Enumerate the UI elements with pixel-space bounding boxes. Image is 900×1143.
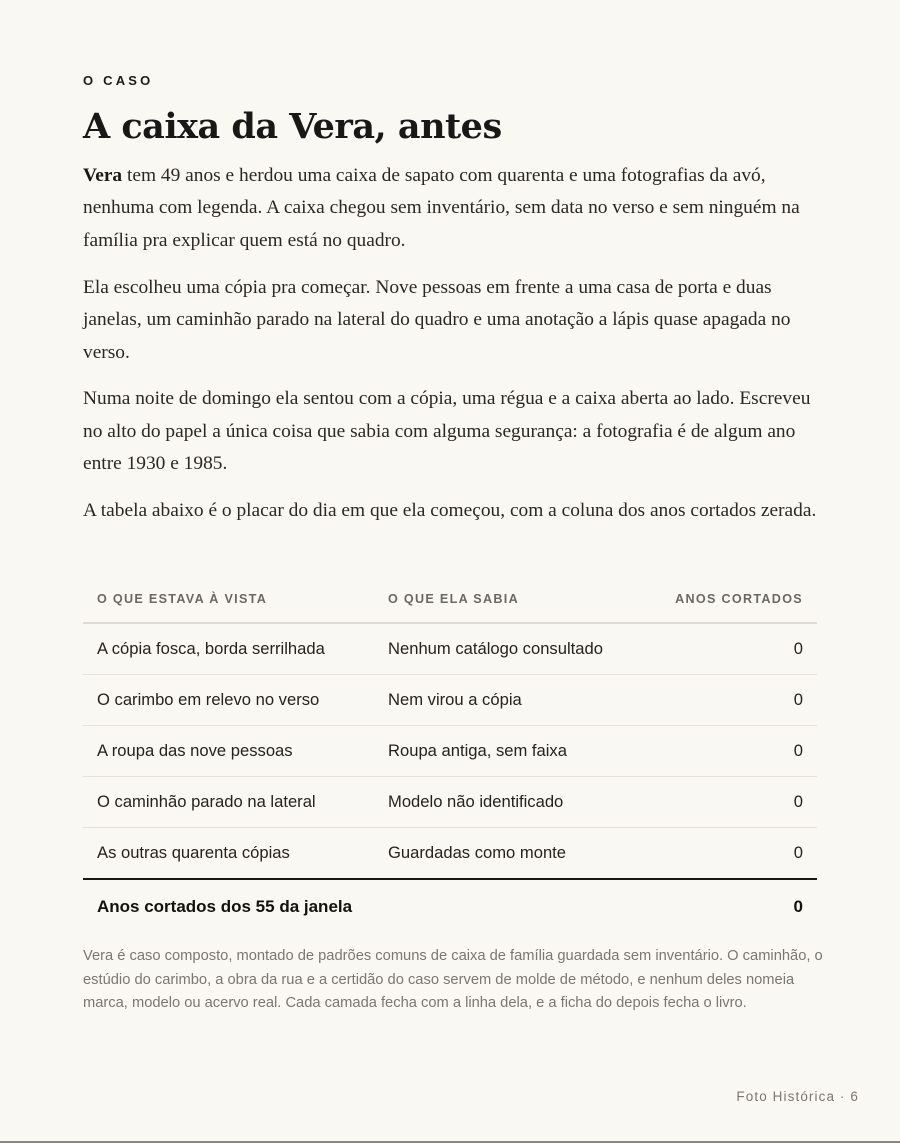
body-text bbox=[83, 160, 823, 542]
cell-known: Nem virou a cópia bbox=[374, 675, 634, 726]
total-value: 0 bbox=[793, 896, 803, 916]
cell-known: Modelo não identificado bbox=[374, 777, 634, 828]
cell-years-cut: 0 bbox=[634, 623, 817, 675]
cell-visible: A cópia fosca, borda serrilhada bbox=[83, 623, 374, 675]
cell-years-cut: 0 bbox=[634, 828, 817, 880]
cell-visible: O caminhão parado na lateral bbox=[83, 777, 374, 828]
column-header-years-cut: ANOS CORTADOS bbox=[634, 576, 817, 623]
section-kicker: O CASO bbox=[83, 73, 154, 88]
paragraph-3: Numa noite de domingo ela sentou com a cópia, uma régua e a caixa aberta ao lado. Escreveu no alto do papel a única coisa que sabia com alguma segurança: a fotografia é de algum ano entre 1930 e 1985. bbox=[83, 388, 811, 475]
page-title: A caixa da Vera, antes bbox=[83, 106, 502, 147]
table-row bbox=[83, 623, 817, 675]
cell-known: Nenhum catálogo consultado bbox=[374, 623, 634, 675]
table-row bbox=[83, 777, 817, 828]
table-row bbox=[83, 828, 817, 880]
paragraph-1 bbox=[83, 160, 823, 257]
method-note: Vera é caso composto, montado de padrões comuns de caixa de família guardada sem inventário. O caminhão, o estúdio do carimbo, a obra da rua e a certidão do caso servem de molde de método, e nenhum deles nomeia marca, modelo ou acervo real. Cada camada fecha com a linha dela, e a ficha do depois fecha o livro. bbox=[83, 948, 823, 1012]
paragraph-lead: Vera bbox=[83, 165, 123, 186]
table-row bbox=[83, 675, 817, 726]
cell-known: Guardadas como monte bbox=[374, 828, 634, 880]
total-label: Anos cortados dos 55 da janela bbox=[97, 896, 353, 916]
column-header-known: O QUE ELA SABIA bbox=[374, 576, 634, 623]
page-footer: Foto Histórica · 6 bbox=[736, 1089, 859, 1104]
cell-visible: O carimbo em relevo no verso bbox=[83, 675, 374, 726]
scoreboard-table bbox=[83, 576, 817, 933]
cell-visible: A roupa das nove pessoas bbox=[83, 726, 374, 777]
cell-years-cut: 0 bbox=[634, 675, 817, 726]
cell-years-cut: 0 bbox=[634, 726, 817, 777]
cell-known: Roupa antiga, sem faixa bbox=[374, 726, 634, 777]
cell-visible: As outras quarenta cópias bbox=[83, 828, 374, 880]
paragraph-1-text: tem 49 anos e herdou uma caixa de sapato com quarenta e uma fotografias da avó, nenhuma com legenda. A caixa chegou sem inventário, sem data no verso e sem ninguém na família pra explicar quem está no quadro. bbox=[83, 165, 800, 251]
paragraph-2: Ela escolheu uma cópia pra começar. Nove pessoas em frente a uma casa de porta e duas janelas, um caminhão parado na lateral do quadro e uma anotação a lápis quase apagada no verso. bbox=[83, 276, 791, 363]
table-row bbox=[83, 726, 817, 777]
table-total-row bbox=[83, 879, 817, 933]
column-header-visible: O QUE ESTAVA À VISTA bbox=[83, 576, 374, 623]
table-header-row bbox=[83, 576, 817, 623]
paragraph-4: A tabela abaixo é o placar do dia em que ela começou, com a coluna dos anos cortados zerada. bbox=[83, 500, 817, 522]
cell-years-cut: 0 bbox=[634, 777, 817, 828]
